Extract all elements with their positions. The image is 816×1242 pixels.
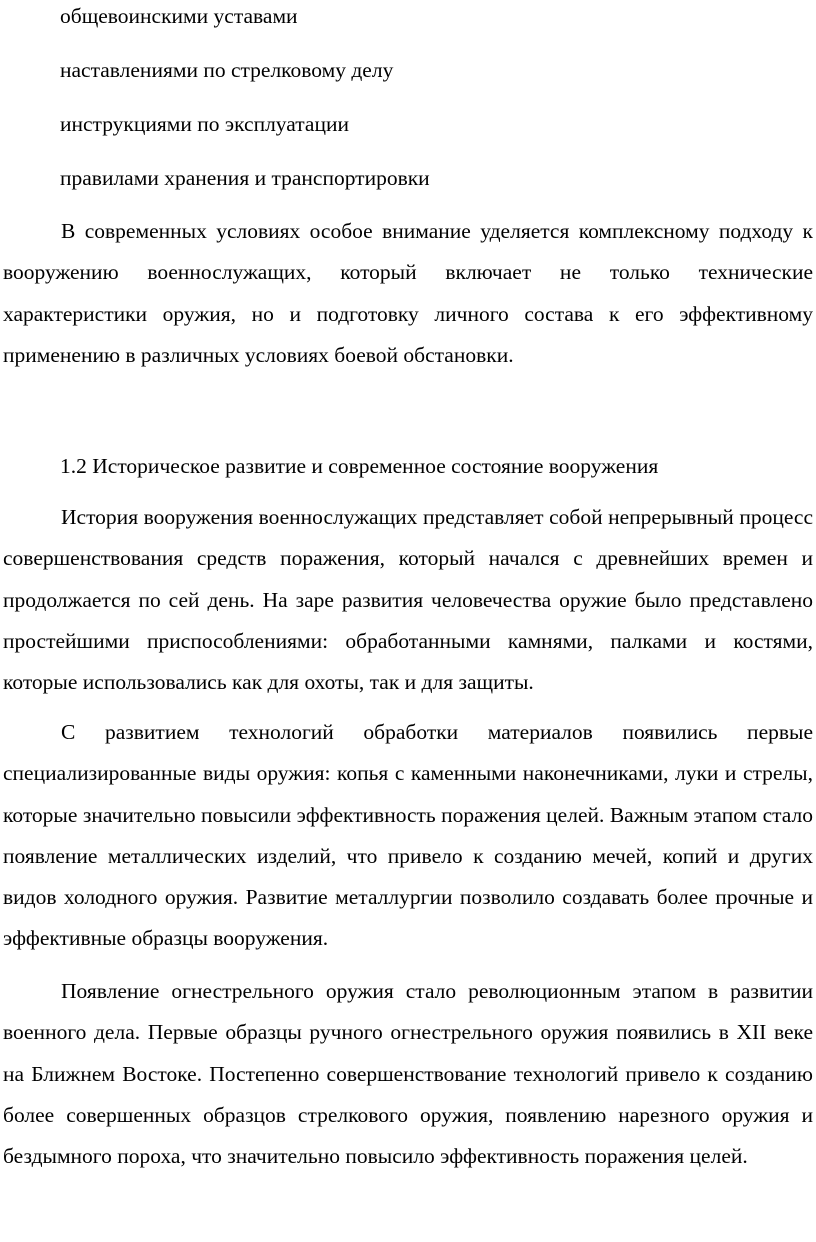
- paragraph-modern-approach: В современных условиях особое внимание уделяется комплексному подходу к вооружению военнослужащих, который включает не только технические характеристики оружия, но и подготовку личного состава к его эффективному применению в различных условиях боевой обстановки.: [3, 219, 813, 367]
- paragraph-history: История вооружения военнослужащих представляет собой непрерывный процесс совершенствования средств поражения, который начался с древнейших времен и продолжается по сей день. На заре развития человечества оружие было представлено простейшими приспособлениями: обработанными камнями, палками и костями, которые использовались как для охоты, так и для защиты.: [3, 505, 813, 695]
- paragraph-firearms: Появление огнестрельного оружия стало революционным этапом в развитии военного дела. Первые образцы ручного огнестрельного оружия появились в XII веке на Ближнем Востоке. Постепенно совершенствование технологий привело к созданию более совершенных образцов стрелкового оружия, появлению нарезного оружия и бездымного пороха, что значительно повысило эффективность поражения целей.: [3, 979, 813, 1169]
- list-item: правилами хранения и транспортировки: [60, 166, 430, 190]
- list-item: общевоинскими уставами: [60, 4, 298, 28]
- paragraph-technology-development: С развитием технологий обработки материалов появились первые специализированные виды оружия: копья с каменными наконечниками, луки и стрелы, которые значительно повысили эффективность поражения целей. Важным этапом стало появление металлических изделий, что привело к созданию мечей, копий и других видов холодного оружия. Развитие металлургии позволило создавать более прочные и эффективные образцы вооружения.: [3, 720, 813, 951]
- list-item: наставлениями по стрелковому делу: [60, 58, 394, 82]
- list-item: инструкциями по эксплуатации: [60, 112, 349, 136]
- section-heading: 1.2 Историческое развитие и современное состояние вооружения: [60, 454, 659, 478]
